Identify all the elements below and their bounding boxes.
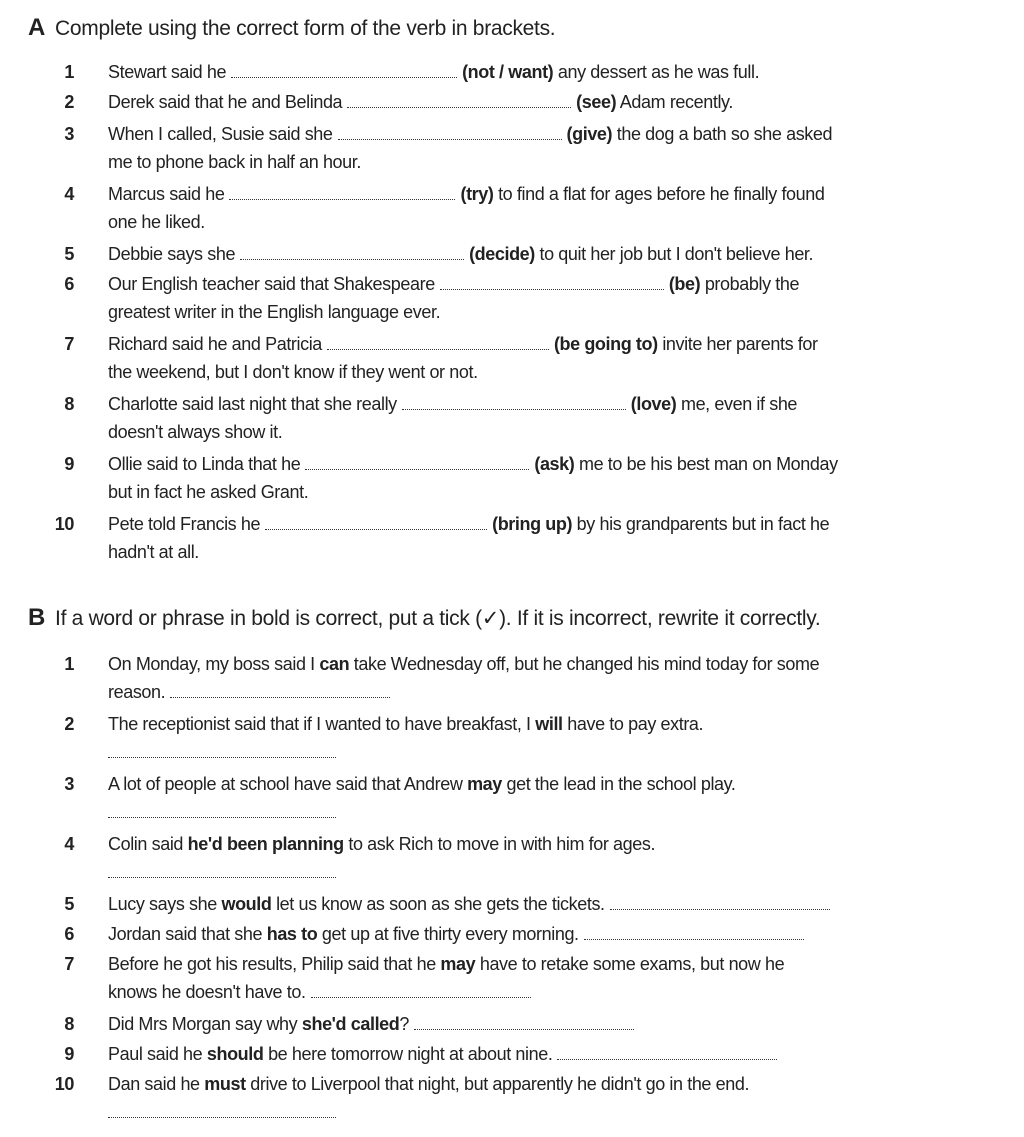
item-text-after: get the lead in the school play. xyxy=(501,774,736,794)
item-number: 8 xyxy=(64,1014,74,1034)
bold-phrase: can xyxy=(319,654,350,674)
item-number: 5 xyxy=(64,244,74,264)
item-number: 4 xyxy=(64,834,74,854)
item-text-before: Charlotte said last night that she really xyxy=(108,394,397,414)
answer-blank[interactable] xyxy=(610,895,830,910)
item-continuation: reason. xyxy=(108,682,166,702)
item-text-before: Marcus said he xyxy=(108,184,225,204)
item-continuation: doesn't always show it. xyxy=(108,422,283,442)
item-text-after: invite her parents for xyxy=(657,334,818,354)
bold-phrase: may xyxy=(467,774,502,794)
verb-prompt: (be going to) xyxy=(553,334,658,354)
item-text-before: Richard said he and Patricia xyxy=(108,334,322,354)
verb-prompt: (try) xyxy=(460,184,494,204)
item-text-before: On Monday, my boss said I xyxy=(108,654,320,674)
answer-blank[interactable] xyxy=(305,455,529,470)
section-b-heading xyxy=(28,604,820,632)
section-b-letter: B xyxy=(28,604,46,631)
item-text-after: me, even if she xyxy=(676,394,798,414)
item-text-after: any dessert as he was full. xyxy=(553,62,760,82)
section-a-title: Complete using the correct form of the verb in brackets. xyxy=(55,17,556,40)
answer-blank[interactable] xyxy=(584,925,804,940)
item-number: 4 xyxy=(64,184,74,204)
answer-blank[interactable] xyxy=(108,743,336,758)
item-continuation: greatest writer in the English language ever. xyxy=(108,302,441,322)
item-number: 7 xyxy=(64,334,74,354)
verb-prompt: (see) xyxy=(576,92,617,112)
item-number: 6 xyxy=(64,274,74,294)
item-text-before: Lucy says she xyxy=(108,894,222,914)
item-text-after: me to be his best man on Monday xyxy=(574,454,838,474)
answer-blank[interactable] xyxy=(108,863,336,878)
item-text-before: Did Mrs Morgan say why xyxy=(108,1014,302,1034)
item-text-after: be here tomorrow night at about nine. xyxy=(263,1044,553,1064)
item-text-before: Debbie says she xyxy=(108,244,236,264)
item-text-after: drive to Liverpool that night, but apparently he didn't go in the end. xyxy=(245,1074,750,1094)
item-number: 7 xyxy=(64,954,74,974)
verb-prompt: (love) xyxy=(630,394,677,414)
item-number: 10 xyxy=(54,1074,74,1094)
answer-blank[interactable] xyxy=(402,395,626,410)
item-number: 1 xyxy=(64,62,74,82)
bold-phrase: should xyxy=(206,1044,264,1064)
item-continuation: hadn't at all. xyxy=(108,542,199,562)
bold-phrase: he'd been planning xyxy=(187,834,344,854)
item-continuation: the weekend, but I don't know if they went or not. xyxy=(108,362,478,382)
item-text-after: to find a flat for ages before he finally found xyxy=(493,184,825,204)
item-continuation: me to phone back in half an hour. xyxy=(108,152,361,172)
verb-prompt: (give) xyxy=(566,124,613,144)
item-text-before: When I called, Susie said she xyxy=(108,124,333,144)
verb-prompt: (ask) xyxy=(534,454,575,474)
item-text-before: Jordan said that she xyxy=(108,924,267,944)
item-number: 8 xyxy=(64,394,74,414)
item-number: 3 xyxy=(64,124,74,144)
item-number: 5 xyxy=(64,894,74,914)
item-text-before: Paul said he xyxy=(108,1044,207,1064)
answer-blank[interactable] xyxy=(311,983,531,998)
bold-phrase: will xyxy=(535,714,563,734)
bold-phrase: she'd called xyxy=(301,1014,400,1034)
item-number: 3 xyxy=(64,774,74,794)
answer-blank[interactable] xyxy=(347,93,571,108)
item-text-after: to ask Rich to move in with him for ages. xyxy=(343,834,656,854)
answer-blank[interactable] xyxy=(108,803,336,818)
item-text-before: Pete told Francis he xyxy=(108,514,261,534)
item-number: 6 xyxy=(64,924,74,944)
item-text-before: The receptionist said that if I wanted to have breakfast, I xyxy=(108,714,536,734)
answer-blank[interactable] xyxy=(240,245,464,260)
item-number: 2 xyxy=(64,714,74,734)
item-text-before: Dan said he xyxy=(108,1074,205,1094)
answer-blank[interactable] xyxy=(229,185,455,200)
item-continuation: knows he doesn't have to. xyxy=(108,982,306,1002)
item-text-after: by his grandparents but in fact he xyxy=(572,514,830,534)
item-text-after: the dog a bath so she asked xyxy=(612,124,833,144)
bold-phrase: may xyxy=(440,954,476,974)
verb-prompt: (decide) xyxy=(469,244,535,264)
item-text-before: Our English teacher said that Shakespeare xyxy=(108,274,435,294)
item-text-after: probably the xyxy=(700,274,800,294)
item-text-before: Stewart said he xyxy=(108,62,227,82)
item-text-after: ? xyxy=(399,1014,410,1034)
bold-phrase: has to xyxy=(266,924,318,944)
item-number: 9 xyxy=(64,454,74,474)
item-text-before: Derek said that he and Belinda xyxy=(108,92,343,112)
answer-blank[interactable] xyxy=(170,683,390,698)
bold-phrase: must xyxy=(204,1074,246,1094)
verb-prompt: (be) xyxy=(668,274,701,294)
answer-blank[interactable] xyxy=(338,125,562,140)
answer-blank[interactable] xyxy=(265,515,487,530)
bold-phrase: would xyxy=(221,894,272,914)
answer-blank[interactable] xyxy=(557,1045,777,1060)
item-number: 1 xyxy=(64,654,74,674)
verb-prompt: (not / want) xyxy=(462,62,554,82)
section-b-title: If a word or phrase in bold is correct, put a tick (✓). If it is incorrect, rewrite it correctly. xyxy=(55,607,821,630)
answer-blank[interactable] xyxy=(231,63,457,78)
item-number: 9 xyxy=(64,1044,74,1064)
item-text-before: Before he got his results, Philip said that he xyxy=(108,954,441,974)
answer-blank[interactable] xyxy=(414,1015,634,1030)
item-text-after: have to pay extra. xyxy=(562,714,704,734)
verb-prompt: (bring up) xyxy=(492,514,573,534)
item-text-after: have to retake some exams, but now he xyxy=(475,954,785,974)
item-text-after: let us know as soon as she gets the tickets. xyxy=(271,894,605,914)
item-text-before: A lot of people at school have said that Andrew xyxy=(108,774,468,794)
item-text-before: Ollie said to Linda that he xyxy=(108,454,301,474)
item-text-before: Colin said xyxy=(108,834,188,854)
item-text-after: take Wednesday off, but he changed his mind today for some xyxy=(349,654,820,674)
section-a-heading xyxy=(28,14,555,42)
answer-blank[interactable] xyxy=(327,335,549,350)
item-text-after: Adam recently. xyxy=(616,92,733,112)
item-text-after: get up at five thirty every morning. xyxy=(317,924,579,944)
section-a-letter: A xyxy=(28,14,46,41)
item-continuation: but in fact he asked Grant. xyxy=(108,482,309,502)
answer-blank[interactable] xyxy=(440,275,664,290)
item-text-after: to quit her job but I don't believe her. xyxy=(534,244,814,264)
item-continuation: one he liked. xyxy=(108,212,205,232)
item-number: 2 xyxy=(64,92,74,112)
answer-blank[interactable] xyxy=(108,1103,336,1118)
item-number: 10 xyxy=(54,514,74,534)
